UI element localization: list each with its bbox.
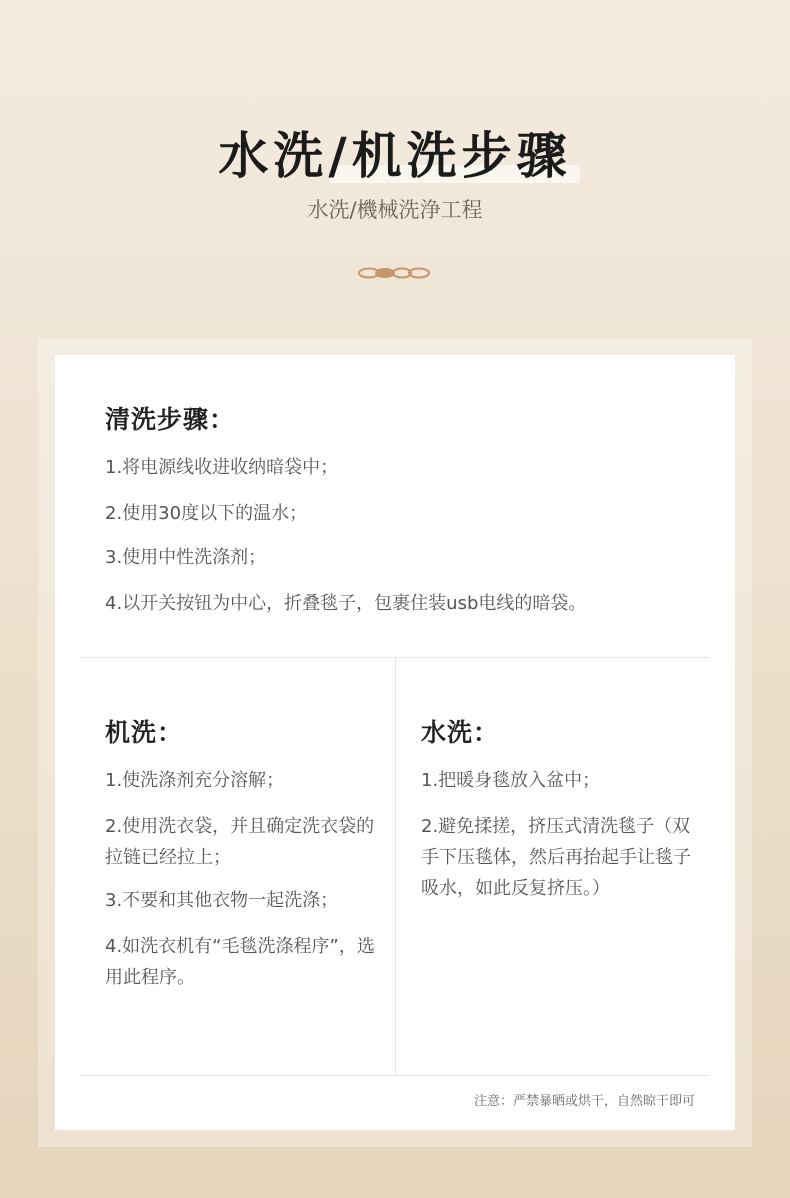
page-title: 水洗/机洗步骤	[218, 126, 572, 185]
cleaning-step-4: 4.以开关按钮为中心，折叠毯子，包裹住装usb电线的暗袋。	[105, 593, 587, 614]
cleaning-step-2: 2.使用30度以下的温水；	[105, 503, 308, 524]
cleaning-heading: 清洗步骤：	[105, 405, 236, 434]
column-divider	[395, 657, 396, 1075]
hand-wash-step-1: 1.把暖身毯放入盆中；	[421, 770, 601, 791]
footer-divider	[80, 1075, 710, 1076]
page-subtitle: 水洗/機械洗浄工程	[307, 198, 483, 222]
chain-ornament-icon	[357, 266, 433, 280]
machine-wash-step-2: 2.使用洗衣袋，并且确定洗衣袋的拉链已经拉上；	[105, 816, 375, 868]
machine-wash-heading: 机洗：	[105, 718, 184, 747]
cleaning-step-1: 1.将电源线收进收纳暗袋中；	[105, 457, 339, 478]
machine-wash-step-4: 4.如洗衣机有“毛毯洗涤程序”，选用此程序。	[105, 936, 375, 988]
care-note: 注意：严禁暴晒或烘干，自然晾干即可	[473, 1094, 695, 1109]
cleaning-step-3: 3.使用中性洗涤剂；	[105, 547, 267, 568]
hand-wash-step-2: 2.避免揉搓，挤压式清洗毯子（双手下压毯体，然后再抬起手让毯子吸水，如此反复挤压。）	[421, 816, 691, 899]
machine-wash-step-3: 3.不要和其他衣物一起洗涤；	[105, 890, 339, 911]
machine-wash-step-1: 1.使洗涤剂充分溶解；	[105, 770, 285, 791]
hand-wash-heading: 水洗：	[421, 718, 500, 747]
instructions-card	[55, 355, 735, 1130]
